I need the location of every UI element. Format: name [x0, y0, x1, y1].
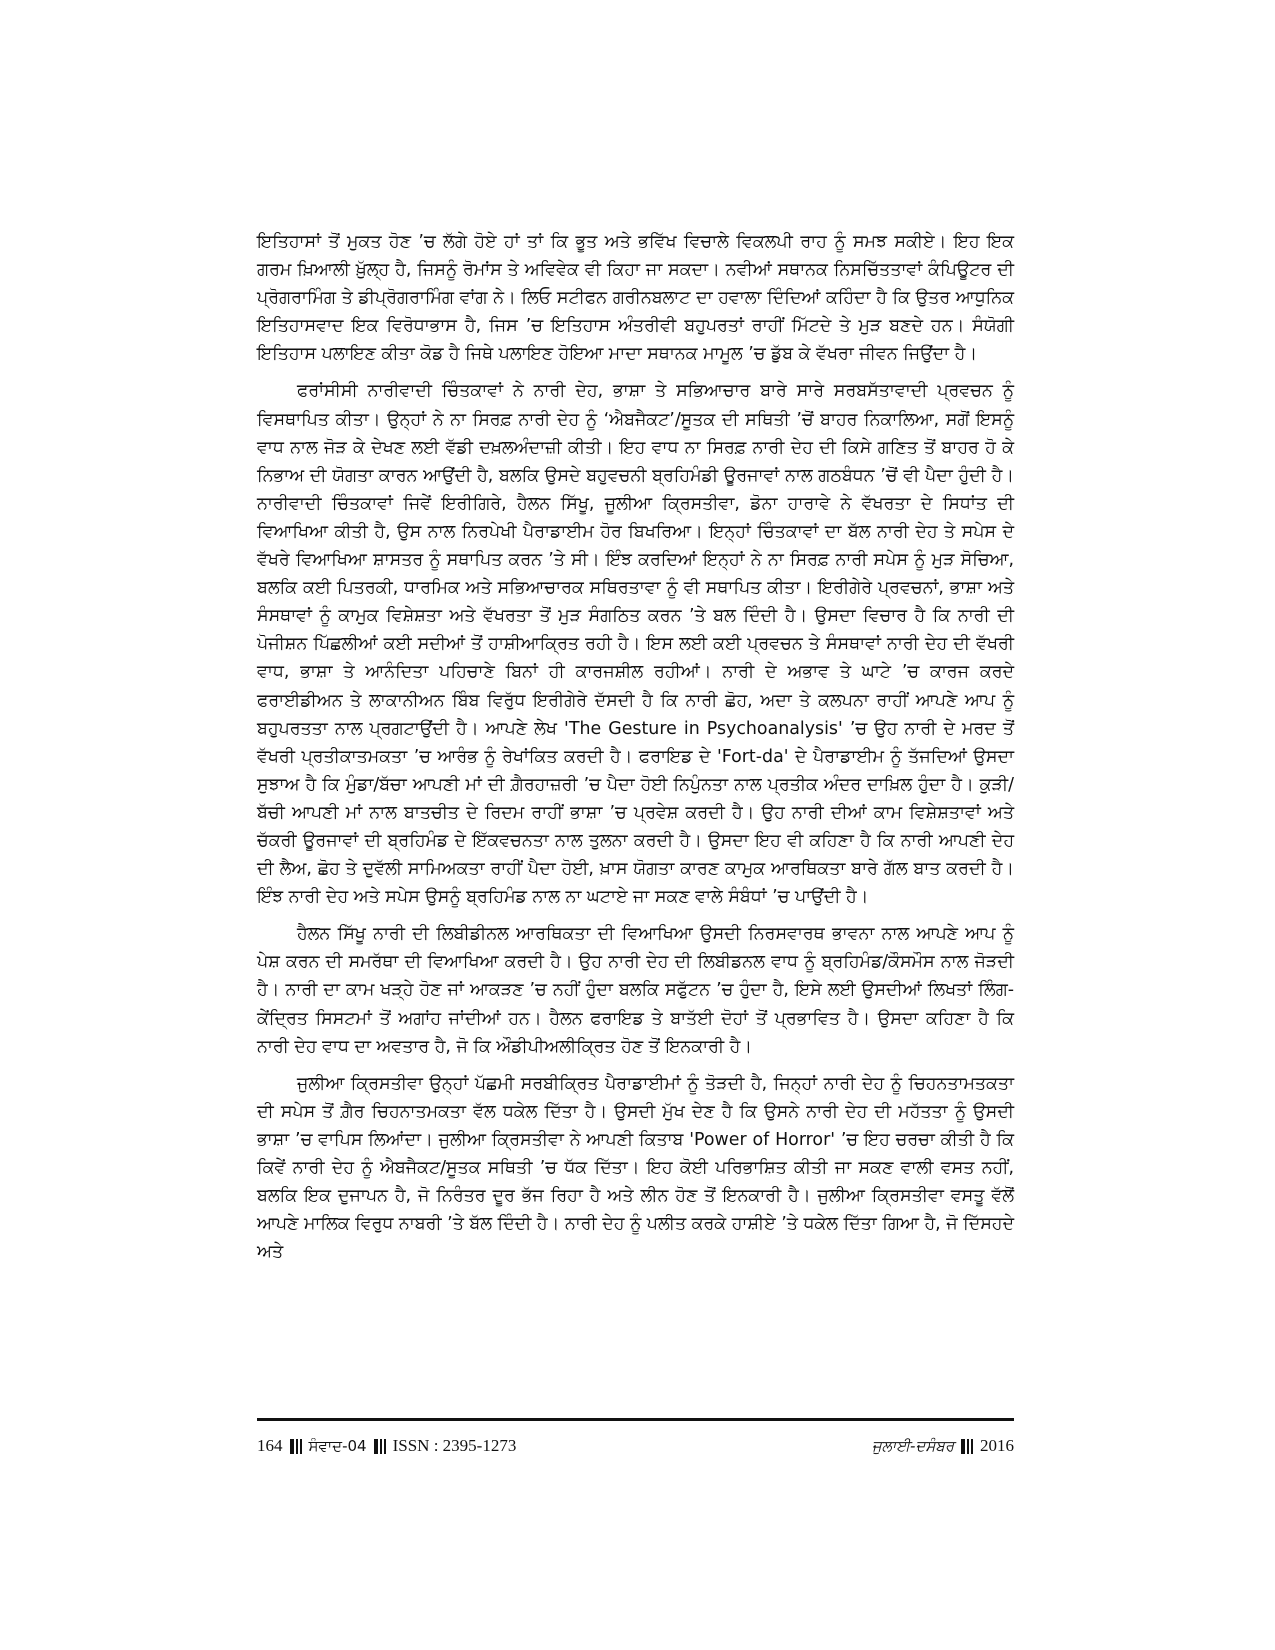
issue-period: ਜੁਲਾਈ-ਦਸੰਬਰ — [871, 1437, 954, 1455]
separator-bars-icon — [290, 1439, 302, 1454]
journal-name: ਸੰਵਾਦ-04 — [308, 1437, 367, 1455]
issue-year: 2016 — [980, 1436, 1014, 1455]
paragraph-2: ਫਰਾਂਸੀਸੀ ਨਾਰੀਵਾਦੀ ਚਿੰਤਕਾਵਾਂ ਨੇ ਨਾਰੀ ਦੇਹ, ਭਾਸ਼ਾ ਤੇ ਸਭਿਆਚਾਰ ਬਾਰੇ ਸਾਰੇ ਸਰਬਸੱਤਾਵਾਦੀ ਪ੍ਰਵਚਨ ਨੂੰ ਵਿਸਥਾਪਿਤ ਕੀਤਾ। ਉਨ੍ਹਾਂ ਨੇ ਨਾ ਸਿਰਫ਼ ਨਾਰੀ ਦੇਹ ਨੂੰ ‘ਐਬਜੈਕਟ’/ਸੂਤਕ ਦੀ ਸਥਿਤੀ ’ਚੋਂ ਬਾਹਰ ਨਿਕਾਲਿਆ, ਸਗੋਂ ਇਸਨੂੰ ਵਾਧ ਨਾਲ ਜੋੜ ਕੇ ਦੇਖਣ ਲਈ ਵੱਡੀ ਦਖ਼ਲਅੰਦਾਜ਼ੀ ਕੀਤੀ। ਇਹ ਵਾਧ ਨਾ ਸਿਰਫ਼ ਨਾਰੀ ਦੇਹ ਦੀ ਕਿਸੇ ਗਣਿਤ ਤੋਂ ਬਾਹਰ ਹੋ ਕੇ ਨਿਭਾਅ ਦੀ ਯੋਗਤਾ ਕਾਰਨ ਆਉਂਦੀ ਹੈ, ਬਲਕਿ ਉਸਦੇ ਬਹੁਵਚਨੀ ਬ੍ਰਹਿਮੰਡੀ ਊਰਜਾਵਾਂ ਨਾਲ ਗਠਬੰਧਨ ’ਚੋਂ ਵੀ ਪੈਦਾ ਹੁੰਦੀ ਹੈ। ਨਾਰੀਵਾਦੀ ਚਿੰਤਕਾਵਾਂ ਜਿਵੇਂ ਇਰੀਗਿਰੇ, ਹੈਲਨ ਸਿੱਖੂ, ਜੂਲੀਆ ਕ੍ਰਿਸਤੀਵਾ, ਡੋਨਾ ਹਾਰਾਵੇ ਨੇ ਵੱਖਰਤਾ ਦੇ ਸਿਧਾਂਤ ਦੀ ਵਿਆਖਿਆ ਕੀਤੀ ਹੈ, ਉਸ ਨਾਲ ਨਿਰਪੇਖੀ ਪੈਰਾਡਾਈਮ ਹੋਰ ਬਿਖਰਿਆ। ਇਨ੍ਹਾਂ ਚਿੰਤਕਾਵਾਂ ਦਾ ਬੱਲ ਨਾਰੀ ਦੇਹ ਤੇ ਸਪੇਸ ਦੇ ਵੱਖਰੇ ਵਿਆਖਿਆ ਸ਼ਾਸਤਰ ਨੂੰ ਸਥਾਪਿਤ ਕਰਨ ’ਤੇ ਸੀ। ਇੰਝ ਕਰਦਿਆਂ ਇਨ੍ਹਾਂ ਨੇ ਨਾ ਸਿਰਫ਼ ਨਾਰੀ ਸਪੇਸ ਨੂੰ ਮੁੜ ਸੋਚਿਆ, ਬਲਕਿ ਕਈ ਪਿਤਰਕੀ, ਧਾਰਮਿਕ ਅਤੇ ਸਭਿਆਚਾਰਕ ਸਥਿਰਤਾਵਾ ਨੂੰ ਵੀ ਸਥਾਪਿਤ ਕੀਤਾ। ਇਰੀਗੇਰੇ ਪ੍ਰਵਚਨਾਂ, ਭਾਸ਼ਾ ਅਤੇ ਸੰਸਥਾਵਾਂ ਨੂੰ ਕਾਮੁਕ ਵਿਸ਼ੇਸ਼ਤਾ ਅਤੇ ਵੱਖਰਤਾ ਤੋਂ ਮੁੜ ਸੰਗਠਿਤ ਕਰਨ ’ਤੇ ਬਲ ਦਿੰਦੀ ਹੈ। ਉਸਦਾ ਵਿਚਾਰ ਹੈ ਕਿ ਨਾਰੀ ਦੀ ਪੋਜੀਸ਼ਨ ਪਿੱਛਲੀਆਂ ਕਈ ਸਦੀਆਂ ਤੋਂ ਹਾਸ਼ੀਆਕ੍ਰਿਤ ਰਹੀ ਹੈ। ਇਸ ਲਈ ਕਈ ਪ੍ਰਵਚਨ ਤੇ ਸੰਸਥਾਵਾਂ ਨਾਰੀ ਦੇਹ ਦੀ ਵੱਖਰੀ ਵਾਧ, ਭਾਸ਼ਾ ਤੇ ਆਨੰਦਿਤਾ ਪਹਿਚਾਣੇ ਬਿਨਾਂ ਹੀ ਕਾਰਜਸ਼ੀਲ ਰਹੀਆਂ। ਨਾਰੀ ਦੇ ਅਭਾਵ ਤੇ ਘਾਟੇ ’ਚ ਕਾਰਜ ਕਰਦੇ ਫਰਾਈਡੀਅਨ ਤੇ ਲਾਕਾਨੀਅਨ ਬਿੰਬ ਵਿਰੁੱਧ ਇਰੀਗੇਰੇ ਦੱਸਦੀ ਹੈ ਕਿ ਨਾਰੀ ਛੋਹ, ਅਦਾ ਤੇ ਕਲਪਨਾ ਰਾਹੀਂ ਆਪਣੇ ਆਪ ਨੂੰ ਬਹੁਪਰਤਤਾ ਨਾਲ ਪ੍ਰਗਟਾਉਂਦੀ ਹੈ। ਆਪਣੇ ਲੇਖ 'The Gesture in Psychoanalysis' ’ਚ ਉਹ ਨਾਰੀ ਦੇ ਮਰਦ ਤੋਂ ਵੱਖਰੀ ਪ੍ਰਤੀਕਾਤਮਕਤਾ ’ਚ ਆਰੰਭ ਨੂੰ ਰੇਖਾਂਕਿਤ ਕਰਦੀ ਹੈ। ਫਰਾਇਡ ਦੇ 'Fort-da' ਦੇ ਪੈਰਾਡਾਈਮ ਨੂੰ ਤੱਜਦਿਆਂ ਉਸਦਾ ਸੁਝਾਅ ਹੈ ਕਿ ਮੁੰਡਾ/ਬੱਚਾ ਆਪਣੀ ਮਾਂ ਦੀ ਗ਼ੈਰਹਾਜ਼ਰੀ ’ਚ ਪੈਦਾ ਹੋਈ ਨਿਪੁੰਨਤਾ ਨਾਲ ਪ੍ਰਤੀਕ ਅੰਦਰ ਦਾਖ਼ਿਲ ਹੁੰਦਾ ਹੈ। ਕੁੜੀ/ਬੱਚੀ ਆਪਣੀ ਮਾਂ ਨਾਲ ਬਾਤਚੀਤ ਦੇ ਰਿਦਮ ਰਾਹੀਂ ਭਾਸ਼ਾ ’ਚ ਪ੍ਰਵੇਸ਼ ਕਰਦੀ ਹੈ। ਉਹ ਨਾਰੀ ਦੀਆਂ ਕਾਮ ਵਿਸ਼ੇਸ਼ਤਾਵਾਂ ਅਤੇ ਚੱਕਰੀ ਊਰਜਾਵਾਂ ਦੀ ਬ੍ਰਹਿਮੰਡ ਦੇ ਇੱਕਵਚਨਤਾ ਨਾਲ ਤੁਲਨਾ ਕਰਦੀ ਹੈ। ਉਸਦਾ ਇਹ ਵੀ ਕਹਿਣਾ ਹੈ ਕਿ ਨਾਰੀ ਆਪਣੀ ਦੇਹ ਦੀ ਲੈਅ, ਛੋਹ ਤੇ ਦੁਵੱਲੀ ਸਾਮਿਅਕਤਾ ਰਾਹੀਂ ਪੈਦਾ ਹੋਈ, ਖ਼ਾਸ ਯੋਗਤਾ ਕਾਰਣ ਕਾਮੁਕ ਆਰਥਿਕਤਾ ਬਾਰੇ ਗੱਲ ਬਾਤ ਕਰਦੀ ਹੈ। ਇੰਝ ਨਾਰੀ ਦੇਹ ਅਤੇ ਸਪੇਸ ਉਸਨੂੰ ਬ੍ਰਹਿਮੰਡ ਨਾਲ ਨਾ ਘਟਾਏ ਜਾ ਸਕਣ ਵਾਲੇ ਸੰਬੰਧਾਂ ’ਚ ਪਾਉਂਦੀ ਹੈ। — [257, 381, 1014, 908]
page-footer — [257, 1432, 1014, 1460]
separator-bars-icon — [374, 1439, 386, 1454]
footer-right — [872, 1436, 1014, 1456]
page-number: 164 — [257, 1436, 283, 1455]
article-body — [257, 228, 1014, 1275]
footer-rule — [257, 1418, 1014, 1421]
paragraph-3: ਹੈਲਨ ਸਿੱਖੂ ਨਾਰੀ ਦੀ ਲਿਬੀਡੀਨਲ ਆਰਥਿਕਤਾ ਦੀ ਵਿਆਖਿਆ ਉਸਦੀ ਨਿਰਸਵਾਰਥ ਭਾਵਨਾ ਨਾਲ ਆਪਣੇ ਆਪ ਨੂੰ ਪੇਸ਼ ਕਰਨ ਦੀ ਸਮਰੱਥਾ ਦੀ ਵਿਆਖਿਆ ਕਰਦੀ ਹੈ। ਉਹ ਨਾਰੀ ਦੇਹ ਦੀ ਲਿਬੀਡਨਲ ਵਾਧ ਨੂੰ ਬ੍ਰਹਿਮੰਡ/ਕੌਸਮੌਸ ਨਾਲ ਜੋੜਦੀ ਹੈ। ਨਾਰੀ ਦਾ ਕਾਮ ਖੜ੍ਹੇ ਹੋਣ ਜਾਂ ਆਕੜਣ ’ਚ ਨਹੀਂ ਹੁੰਦਾ ਬਲਕਿ ਸਫੁੱਟਨ ’ਚ ਹੁੰਦਾ ਹੈ, ਇਸੇ ਲਈ ਉਸਦੀਆਂ ਲਿਖਤਾਂ ਲਿੰਗ-ਕੇਂਦ੍ਰਿਤ ਸਿਸਟਮਾਂ ਤੋਂ ਅਗਾਂਹ ਜਾਂਦੀਆਂ ਹਨ। ਹੈਲਨ ਫਰਾਇਡ ਤੇ ਬਾਤੱਈ ਦੋਹਾਂ ਤੋਂ ਪ੍ਰਭਾਵਿਤ ਹੈ। ਉਸਦਾ ਕਹਿਣਾ ਹੈ ਕਿ ਨਾਰੀ ਦੇਹ ਵਾਧ ਦਾ ਅਵਤਾਰ ਹੈ, ਜੋ ਕਿ ਔਡੀਪੀਅਲੀਕ੍ਰਿਤ ਹੋਣ ਤੋਂ ਇਨਕਾਰੀ ਹੈ। — [257, 924, 1014, 1057]
separator-bars-icon — [961, 1439, 973, 1454]
paragraph-4: ਜੁਲੀਆ ਕ੍ਰਿਸਤੀਵਾ ਉਨ੍ਹਾਂ ਪੱਛਮੀ ਸਰਬੀਕ੍ਰਿਤ ਪੈਰਾਡਾਈਮਾਂ ਨੂੰ ਤੋੜਦੀ ਹੈ, ਜਿਨ੍ਹਾਂ ਨਾਰੀ ਦੇਹ ਨੂੰ ਚਿਹਨਤਾਮਤਕਤਾ ਦੀ ਸਪੇਸ ਤੋਂ ਗ਼ੈਰ ਚਿਹਨਾਤਮਕਤਾ ਵੱਲ ਧਕੇਲ ਦਿੱਤਾ ਹੈ। ਉਸਦੀ ਮੁੱਖ ਦੇਣ ਹੈ ਕਿ ਉਸਨੇ ਨਾਰੀ ਦੇਹ ਦੀ ਮਹੱਤਤਾ ਨੂੰ ਉਸਦੀ ਭਾਸ਼ਾ ’ਚ ਵਾਪਿਸ ਲਿਆਂਦਾ। ਜੁਲੀਆ ਕ੍ਰਿਸਤੀਵਾ ਨੇ ਆਪਣੀ ਕਿਤਾਬ 'Power of Horror' ’ਚ ਇਹ ਚਰਚਾ ਕੀਤੀ ਹੈ ਕਿ ਕਿਵੇਂ ਨਾਰੀ ਦੇਹ ਨੂੰ ਐਬਜੈਕਟ/ਸੂਤਕ ਸਥਿਤੀ ’ਚ ਧੱਕ ਦਿੱਤਾ। ਇਹ ਕੋਈ ਪਰਿਭਾਸ਼ਿਤ ਕੀਤੀ ਜਾ ਸਕਣ ਵਾਲੀ ਵਸਤ ਨਹੀਂ, ਬਲਕਿ ਇਕ ਦੁਜਾਪਨ ਹੈ, ਜੋ ਨਿਰੰਤਰ ਦੂਰ ਭੱਜ ਰਿਹਾ ਹੈ ਅਤੇ ਲੀਨ ਹੋਣ ਤੋਂ ਇਨਕਾਰੀ ਹੈ। ਜੁਲੀਆ ਕ੍ਰਿਸਤੀਵਾ ਵਸਤੂ ਵੱਲੋਂ ਆਪਣੇ ਮਾਲਿਕ ਵਿਰੁਧ ਨਾਬਰੀ ’ਤੇ ਬੱਲ ਦਿੰਦੀ ਹੈ। ਨਾਰੀ ਦੇਹ ਨੂੰ ਪਲੀਤ ਕਰਕੇ ਹਾਸ਼ੀਏ ’ਤੇ ਧਕੇਲ ਦਿੱਤਾ ਗਿਆ ਹੈ, ਜੋ ਦਿੱਸਹਦੇ ਅਤੇ — [257, 1073, 1014, 1263]
footer-left — [257, 1436, 516, 1456]
issn: ISSN : 2395-1273 — [392, 1436, 517, 1455]
paragraph-1: ਇਤਿਹਾਸਾਂ ਤੋਂ ਮੁਕਤ ਹੋਣ ’ਚ ਲੱਗੇ ਹੋਏ ਹਾਂ ਤਾਂ ਕਿ ਭੂਤ ਅਤੇ ਭਵਿੱਖ ਵਿਚਾਲੇ ਵਿਕਲਪੀ ਰਾਹ ਨੂੰ ਸਮਝ ਸਕੀਏ। ਇਹ ਇਕ ਗਰਮ ਖ਼ਿਆਲੀ ਖ਼ੁੱਲ੍ਹ ਹੈ, ਜਿਸਨੂੰ ਰੋਮਾਂਸ ਤੇ ਅਵਿਵੇਕ ਵੀ ਕਿਹਾ ਜਾ ਸਕਦਾ। ਨਵੀਆਂ ਸਥਾਨਕ ਨਿਸਚਿੱਤਤਾਵਾਂ ਕੰਪਿਊਟਰ ਦੀ ਪ੍ਰੋਗਰਾਮਿੰਗ ਤੇ ਡੀਪ੍ਰੋਗਰਾਮਿੰਗ ਵਾਂਗ ਨੇ। ਲਿਓ ਸਟੀਫਨ ਗਰੀਨਬਲਾਟ ਦਾ ਹਵਾਲਾ ਦਿੰਦਿਆਂ ਕਹਿੰਦਾ ਹੈ ਕਿ ਉਤਰ ਆਧੁਨਿਕ ਇਤਿਹਾਸਵਾਦ ਇਕ ਵਿਰੋਧਾਭਾਸ ਹੈ, ਜਿਸ ’ਚ ਇਤਿਹਾਸ ਅੰਤਰੀਵੀ ਬਹੁਪਰਤਾਂ ਰਾਹੀਂ ਮਿੱਟਦੇ ਤੇ ਮੁੜ ਬਣਦੇ ਹਨ। ਸੰਯੋਗੀ ਇਤਿਹਾਸ ਪਲਾਇਣ ਕੀਤਾ ਕੋਡ ਹੈ ਜਿਥੇ ਪਲਾਇਣ ਹੋਇਆ ਮਾਦਾ ਸਥਾਨਕ ਮਾਮੂਲ ’ਚ ਡੁੱਬ ਕੇ ਵੱਖਰਾ ਜੀਵਨ ਜਿਉਂਦਾ ਹੈ। — [257, 232, 1014, 365]
